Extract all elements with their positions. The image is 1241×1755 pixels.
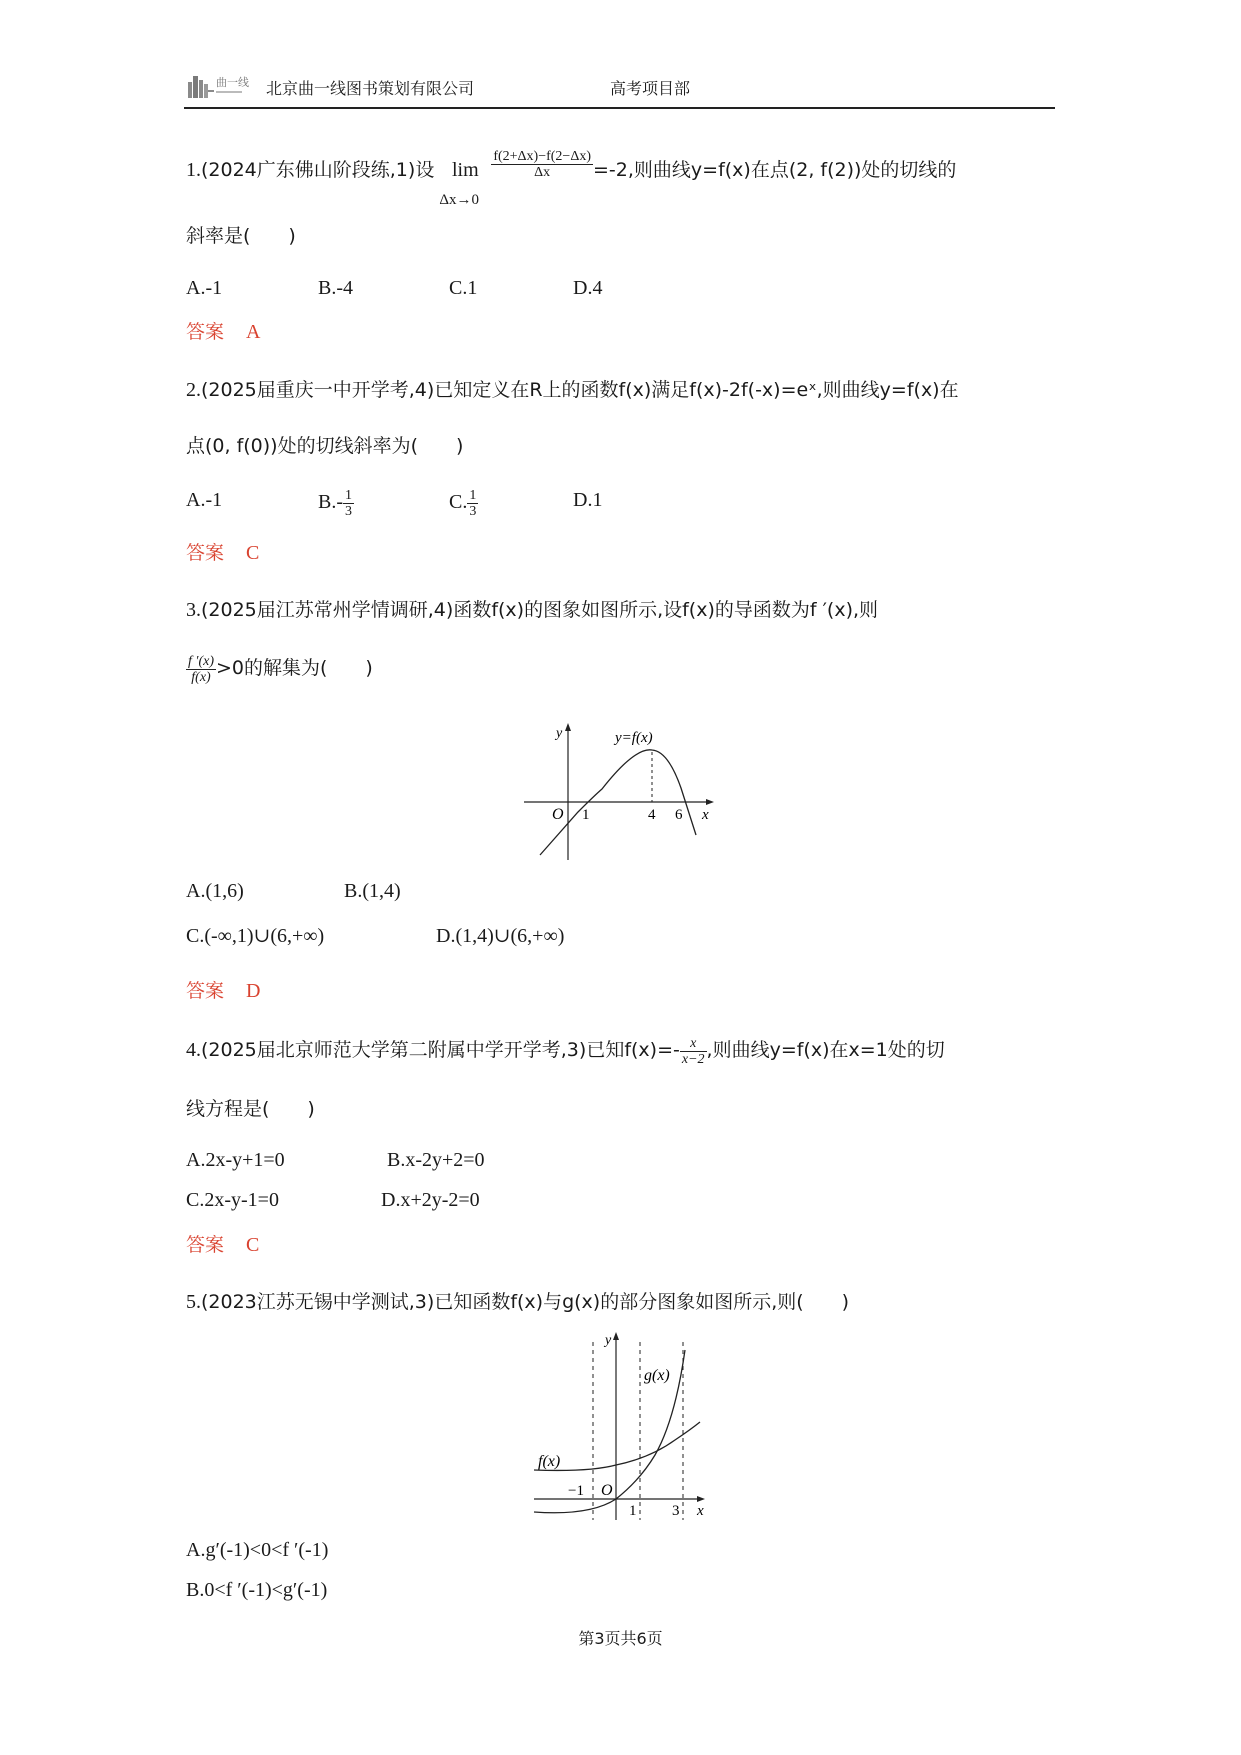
svg-text:6: 6 xyxy=(675,807,683,823)
answer-value: A xyxy=(246,321,261,343)
question-number: 2 xyxy=(186,379,196,401)
company-name: 北京曲一线图书策划有限公司 xyxy=(266,79,475,98)
svg-text:y=f(x): y=f(x) xyxy=(615,730,653,746)
question-number: 5 xyxy=(186,1291,196,1313)
fraction-denominator: f(x) xyxy=(191,670,211,685)
stem-text: >0的解集为( ) xyxy=(216,657,373,680)
question-2-line-2: 点(0, f(0))处的切线斜率为( ) xyxy=(186,435,464,457)
svg-text:x: x xyxy=(702,807,709,823)
option-a[interactable]: A.-1 xyxy=(186,277,223,299)
limit-fraction xyxy=(491,149,593,180)
question-3-line-1: 3.(2025届江苏常州学情调研,4)函数f(x)的图象如图所示,设f(x)的导函数为f ′(x),则 xyxy=(186,599,879,621)
option-a[interactable]: A.-1 xyxy=(186,489,223,511)
two-function-graph-icon xyxy=(520,1330,720,1520)
question-3-graph xyxy=(520,715,720,865)
question-4-line-1: 4.(2025届北京师范大学第二附属中学开学考,3)已知f(x)=- $\frac{x}{x-2}$ ,则曲线y=f(x)在x=1处的切 xyxy=(186,1036,945,1067)
question-5-graph xyxy=(520,1330,720,1520)
svg-text:3: 3 xyxy=(672,1503,680,1519)
fraction-numerator: f ′(x) xyxy=(188,654,214,669)
svg-text:O: O xyxy=(601,1482,613,1499)
stem-text: 设 xyxy=(415,159,435,181)
answer-value: C xyxy=(246,1234,260,1256)
question-number: 4 xyxy=(186,1039,196,1062)
question-source: (2025届北京师范大学第二附属中学开学考,3) xyxy=(201,1039,587,1062)
fraction-numerator: f(2+Δx)−f(2−Δx) xyxy=(493,148,591,164)
answer-label: 答案 xyxy=(186,321,225,343)
option-b[interactable]: B.-4 xyxy=(318,277,353,299)
fraction-numerator: 1 xyxy=(345,488,352,503)
answer-value: C xyxy=(246,542,260,564)
question-source: (2025届重庆一中开学考,4) xyxy=(201,379,435,401)
function-fraction xyxy=(680,1036,707,1067)
lim-word: lim xyxy=(451,159,479,181)
svg-text:−1: −1 xyxy=(568,1483,584,1499)
department-name: 高考项目部 xyxy=(610,79,691,98)
fraction-denominator: x−2 xyxy=(681,1052,705,1067)
question-source: (2025届江苏常州学情调研,4) xyxy=(201,599,454,621)
question-1-line-1: 1.(2024广东佛山阶段练,1)设 lim Δx→0 $\frac{f(2+\Delta x)-f(2-\Delta x)}{\Delta x}$ =-2,则曲线y=f(x)在点(2, f(2))处的切线的 xyxy=(186,158,956,182)
lim-subscript: Δx→0 xyxy=(439,192,479,208)
option-d[interactable]: D.4 xyxy=(573,277,603,299)
option-b[interactable] xyxy=(318,488,354,519)
page-number: 第3页共6页 xyxy=(578,1629,663,1648)
company-logo xyxy=(186,72,266,100)
svg-text:O: O xyxy=(552,806,564,823)
option-fraction xyxy=(343,488,354,519)
function-graph-icon xyxy=(520,715,720,865)
question-source: (2023江苏无锡中学测试,3) xyxy=(201,1291,435,1313)
stem-text: 函数f(x)的图象如图所示,设f(x)的导函数为f ′(x),则 xyxy=(453,599,879,621)
answer-value: D xyxy=(246,980,261,1002)
question-number: 1 xyxy=(186,159,196,181)
option-d[interactable]: D.1 xyxy=(573,489,603,511)
option-b[interactable]: B.(1,4) xyxy=(344,880,401,902)
option-d[interactable]: D.x+2y-2=0 xyxy=(381,1189,480,1211)
svg-text:1: 1 xyxy=(629,1503,637,1519)
option-a[interactable]: A.g′(-1)<0<f ′(-1) xyxy=(186,1539,329,1561)
option-c[interactable]: C.2x-y-1=0 xyxy=(186,1189,279,1211)
answer-3 xyxy=(186,979,260,1003)
svg-text:f(x): f(x) xyxy=(538,1453,561,1470)
option-c[interactable]: C.1 xyxy=(449,277,478,299)
answer-label: 答案 xyxy=(186,542,225,564)
header-divider xyxy=(184,107,1055,109)
answer-1 xyxy=(186,320,260,344)
question-source: (2024广东佛山阶段练,1) xyxy=(201,159,416,181)
svg-text:y: y xyxy=(556,726,563,741)
option-d[interactable]: D.(1,4)∪(6,+∞) xyxy=(436,925,565,947)
fraction-denominator: 3 xyxy=(345,504,352,519)
question-4-line-2: 线方程是( ) xyxy=(186,1098,315,1120)
option-a[interactable]: A.(1,6) xyxy=(186,880,244,902)
option-prefix: B.- xyxy=(318,491,343,514)
question-1-line-2: 斜率是( ) xyxy=(186,225,296,247)
answer-2 xyxy=(186,541,259,565)
option-b[interactable]: B.x-2y+2=0 xyxy=(387,1149,485,1171)
answer-4 xyxy=(186,1233,259,1257)
option-a[interactable]: A.2x-y+1=0 xyxy=(186,1149,285,1171)
question-3-line-2 xyxy=(186,654,373,685)
stem-text: 已知f(x)=- xyxy=(586,1039,680,1062)
option-fraction xyxy=(467,488,478,519)
option-prefix: C. xyxy=(449,491,468,514)
svg-text:y: y xyxy=(605,1333,612,1348)
stem-text: ,则曲线y=f(x)在x=1处的切 xyxy=(706,1039,945,1062)
fraction-numerator: 1 xyxy=(469,488,477,503)
logo-buildings-icon xyxy=(186,72,266,100)
svg-text:1: 1 xyxy=(582,807,590,823)
option-b[interactable]: B.0<f ′(-1)<g′(-1) xyxy=(186,1579,328,1601)
answer-label: 答案 xyxy=(186,1234,225,1256)
svg-text:x: x xyxy=(697,1503,704,1519)
option-c[interactable]: C.(-∞,1)∪(6,+∞) xyxy=(186,925,325,947)
fraction-numerator: x xyxy=(680,1036,707,1052)
question-number: 3 xyxy=(186,599,196,621)
question-5-line-1: 5.(2023江苏无锡中学测试,3)已知函数f(x)与g(x)的部分图象如图所示,则( ) xyxy=(186,1291,850,1313)
fraction-denominator: Δx xyxy=(534,164,551,180)
ratio-fraction xyxy=(186,654,216,685)
answer-label: 答案 xyxy=(186,980,225,1002)
stem-text: =-2,则曲线y=f(x)在点(2, f(2))处的切线的 xyxy=(593,159,957,181)
svg-text:g(x): g(x) xyxy=(644,1367,670,1384)
option-c[interactable] xyxy=(449,488,478,519)
stem-text: 已知定义在R上的函数f(x)满足f(x)-2f(-x)=eˣ,则曲线y=f(x)在 xyxy=(434,379,959,401)
fraction-denominator: 3 xyxy=(469,504,477,519)
svg-text:曲一线: 曲一线 xyxy=(216,76,249,89)
limit-expression xyxy=(439,158,491,208)
svg-text:4: 4 xyxy=(648,807,656,823)
stem-text: 已知函数f(x)与g(x)的部分图象如图所示,则( ) xyxy=(434,1291,850,1313)
question-2-line-1: 2.(2025届重庆一中开学考,4)已知定义在R上的函数f(x)满足f(x)-2f(-x)=eˣ,则曲线y=f(x)在 xyxy=(186,379,959,401)
